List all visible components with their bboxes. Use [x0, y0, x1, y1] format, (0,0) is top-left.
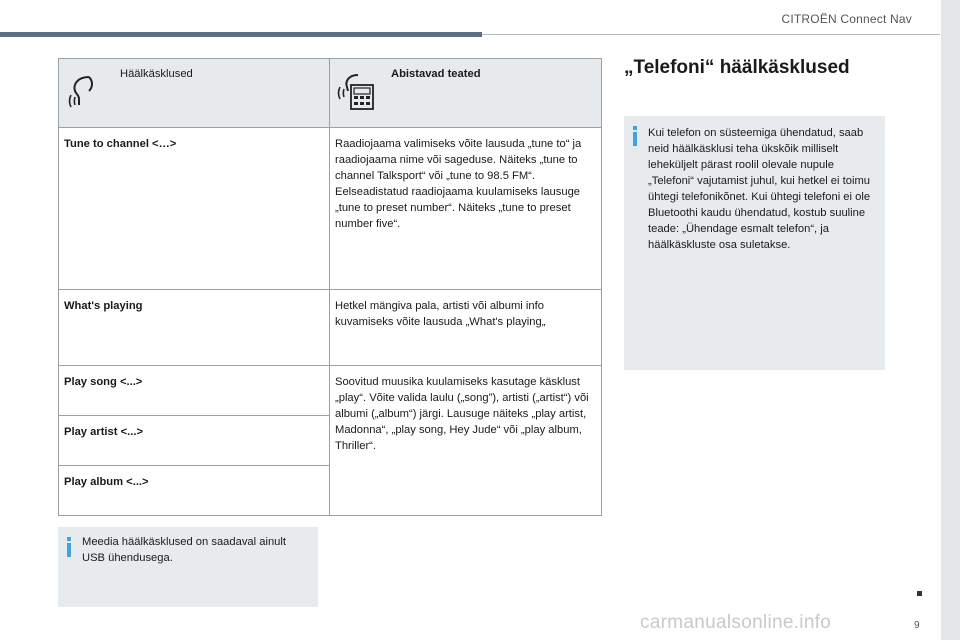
media-info-text: Meedia häälkäsklused on saadaval ainult USB ühendusega. [82, 536, 286, 564]
command-cell: Play song <...> [59, 366, 330, 416]
phone-info-note [624, 116, 885, 370]
command-cell: Play artist <...> [59, 416, 330, 466]
message-cell: Hetkel mängiva pala, artisti või albumi info kuvamiseks võite lausuda „What's playing„ [330, 290, 602, 366]
media-info-note [58, 527, 318, 607]
voice-message-icon [336, 73, 376, 113]
table-header-commands-label: Häälkäsklused [120, 68, 193, 80]
header-accent-bar [0, 32, 482, 37]
message-cell: Raadiojaama valimiseks võite lausuda „tune to“ ja raadiojaama nime või sageduse. Näiteks „tune to channel Talksport“ või „tune to 98.5 FM“. Eelseadistatud raadiojaama kuulamiseks lausuge „tune to preset number“. Näiteks „tune to preset number five“. [330, 128, 602, 290]
phone-info-text: Kui telefon on süsteemiga ühendatud, saab neid häälkäsklusi teha ükskõik milliselt leheküljelt pärast roolil olevale nupule „Telefoni“ vajutamist juhul, kui hetkel ei toimu ühtegi telefonikõnet. Kui ühtegi telefoni ei ole Bluetoothi kaudu ühendatud, kostub suuline teade: „Ühendage esmalt telefon“, ja häälkäskluste osa suletakse. [648, 127, 871, 251]
command-cell: Play album <...> [59, 466, 330, 516]
table-row [59, 290, 602, 366]
table-row [59, 128, 602, 290]
document-header-title: CITROËN Connect Nav [781, 12, 912, 26]
message-cell: Soovitud muusika kuulamiseks kasutage käsklust „play“. Võite valida laulu („song”), artisti („artist“) või albumi („album“) järgi. Lausuge näiteks „play artist, Madonna“, „play song, Hey Jude“ või „play album, Thriller“. [330, 366, 602, 516]
continuation-mark [917, 591, 922, 596]
info-icon [630, 126, 640, 146]
info-icon [64, 537, 74, 557]
page-number: 9 [914, 620, 920, 631]
table-row [59, 366, 602, 416]
command-cell: What's playing [59, 290, 330, 366]
page-edge-strip [941, 0, 960, 640]
voice-command-icon [67, 75, 97, 113]
table-header-messages [330, 59, 602, 128]
header-rule [482, 34, 940, 35]
voice-commands-table [58, 58, 602, 516]
table-header-commands [59, 59, 330, 128]
command-cell: Tune to channel <…> [59, 128, 330, 290]
watermark-text: carmanualsonline.info [640, 612, 832, 633]
phone-section-title: „Telefoni“ häälkäsklused [624, 57, 850, 78]
table-header-messages-label: Abistavad teated [391, 68, 481, 80]
